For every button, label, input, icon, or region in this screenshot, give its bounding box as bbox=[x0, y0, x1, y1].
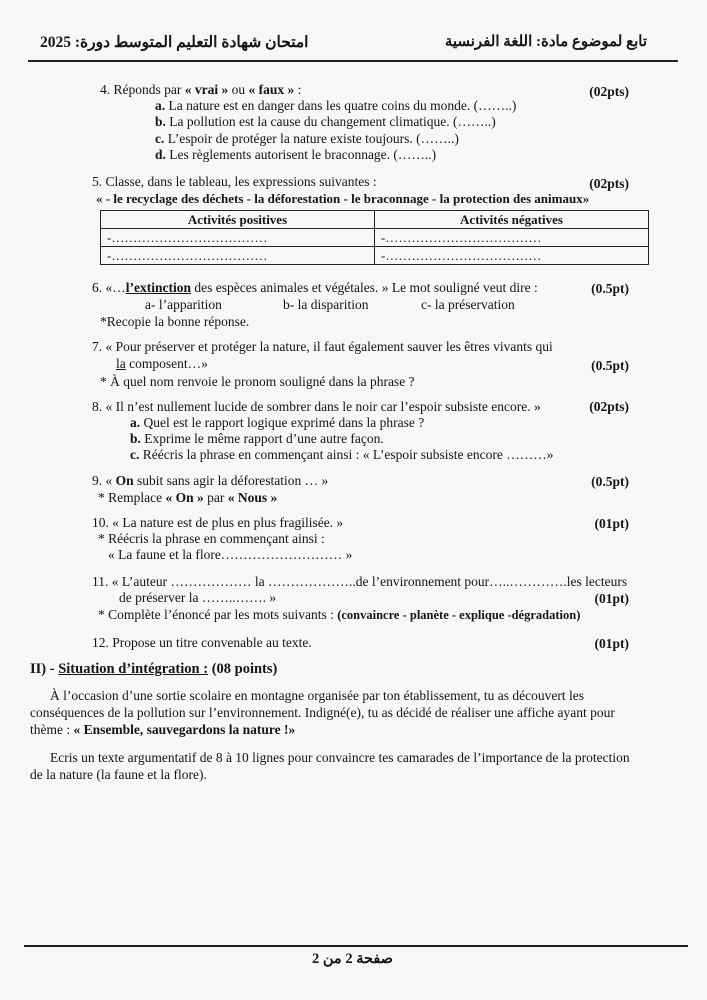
header-exam: امتحان شهادة التعليم المتوسط دورة: 2025 bbox=[40, 34, 309, 51]
part2-p1-line3: thème : « Ensemble, sauvegardons la nature !» bbox=[30, 722, 296, 737]
q8-item-b: b. Exprime le même rapport d’une autre façon. bbox=[130, 431, 384, 446]
classification-table bbox=[100, 210, 649, 265]
q12-text: 12. Propose un titre convenable au texte. bbox=[92, 635, 312, 650]
q10-line1: 10. « La nature est de plus en plus fragilisée. » bbox=[92, 515, 344, 530]
cell-pos-1[interactable]: -……………………………… bbox=[101, 229, 375, 247]
q4-item-c: c. L’espoir de protéger la nature existe toujours. (……..) bbox=[155, 131, 459, 146]
part2-p2-line1: Ecris un texte argumentatif de 8 à 10 lignes pour convaincre tes camarades de l’importance de la protection bbox=[50, 750, 630, 765]
q8-points: (02pts) bbox=[589, 399, 629, 414]
q6-title: 6. «…l’extinction des espèces animales et végétales. » Le mot souligné veut dire : bbox=[92, 280, 538, 295]
q8-line1: 8. « Il n’est nullement lucide de sombrer dans le noir car l’espoir subsiste encore. » bbox=[92, 399, 541, 414]
q6-opt-b: b- la disparition bbox=[283, 297, 369, 312]
q4-item-b: b. La pollution est la cause du changement climatique. (……..) bbox=[155, 114, 496, 129]
col-negative: Activités négatives bbox=[375, 211, 649, 229]
q9-points: (0.5pt) bbox=[591, 474, 629, 489]
q10-points: (01pt) bbox=[594, 516, 629, 531]
q5-points: (02pts) bbox=[589, 176, 629, 191]
q12-points: (01pt) bbox=[594, 636, 629, 651]
q9-line1: 9. « On subit sans agir la déforestation … » bbox=[92, 473, 329, 488]
q10-start: « La faune et la flore……………………… » bbox=[108, 547, 353, 562]
cell-pos-2[interactable]: -……………………………… bbox=[101, 247, 375, 265]
cell-neg-2[interactable]: -……………………………… bbox=[375, 247, 649, 265]
q8-item-a: a. Quel est le rapport logique exprimé dans la phrase ? bbox=[130, 415, 425, 430]
part2-p2-line2: de la nature (la faune et la flore). bbox=[30, 767, 207, 782]
q4-item-a: a. La nature est en danger dans les quatre coins du monde. (……..) bbox=[155, 98, 517, 113]
part2-title: II) - Situation d’intégration : (08 points) bbox=[30, 661, 278, 677]
q10-note: * Réécris la phrase en commençant ainsi : bbox=[98, 531, 325, 546]
q4-points: (02pts) bbox=[589, 84, 629, 99]
q7-line2: la composent…» bbox=[116, 356, 208, 371]
q11-line1: 11. « L’auteur ……………… la ………………..de l’environnement pour…..………….les lecteurs bbox=[92, 574, 628, 589]
part2-p1-line1: À l’occasion d’une sortie scolaire en montagne organisée par ton établissement, tu as découvert les bbox=[50, 688, 584, 703]
q11-line2: de préserver la ……..……. » bbox=[119, 590, 277, 605]
q11-note: * Complète l’énoncé par les mots suivants : (convaincre - planète - explique -dégradation) bbox=[98, 607, 581, 622]
q6-points: (0.5pt) bbox=[591, 281, 629, 296]
q8-item-c: c. Réécris la phrase en commençant ainsi : « L’espoir subsiste encore ………» bbox=[130, 447, 554, 462]
q7-line1: 7. « Pour préserver et protéger la nature, il faut également sauver les êtres vivants qui bbox=[92, 339, 553, 354]
header-rule bbox=[28, 60, 678, 62]
q4-title: 4. Réponds par « vrai » ou « faux » : bbox=[100, 82, 302, 97]
page-number: صفحة 2 من 2 bbox=[312, 951, 393, 967]
part2-p1-line2: conséquences de la pollution sur l’environnement. Indigné(e), tu as décidé de réaliser une affiche ayant pour bbox=[30, 705, 615, 720]
cell-neg-1[interactable]: -……………………………… bbox=[375, 229, 649, 247]
q6-note: *Recopie la bonne réponse. bbox=[100, 314, 250, 329]
q4-item-d: d. Les règlements autorisent le braconnage. (……..) bbox=[155, 147, 437, 162]
q6-opt-c: c- la préservation bbox=[421, 297, 515, 312]
q5-title: 5. Classe, dans le tableau, les expressions suivantes : bbox=[92, 174, 377, 189]
q5-expressions: « - le recyclage des déchets - la déforestation - le braconnage - la protection des animaux» bbox=[96, 191, 590, 206]
q6-opt-a: a- l’apparition bbox=[145, 297, 222, 312]
q9-note: * Remplace « On » par « Nous » bbox=[98, 490, 278, 505]
q7-note: * À quel nom renvoie le pronom souligné dans la phrase ? bbox=[100, 374, 415, 389]
q7-points: (0.5pt) bbox=[591, 358, 629, 373]
header-subject: تابع لموضوع مادة: اللغة الفرنسية bbox=[444, 34, 647, 50]
footer-rule bbox=[24, 945, 688, 947]
q11-points: (01pt) bbox=[594, 591, 629, 606]
col-positive: Activités positives bbox=[101, 211, 375, 229]
